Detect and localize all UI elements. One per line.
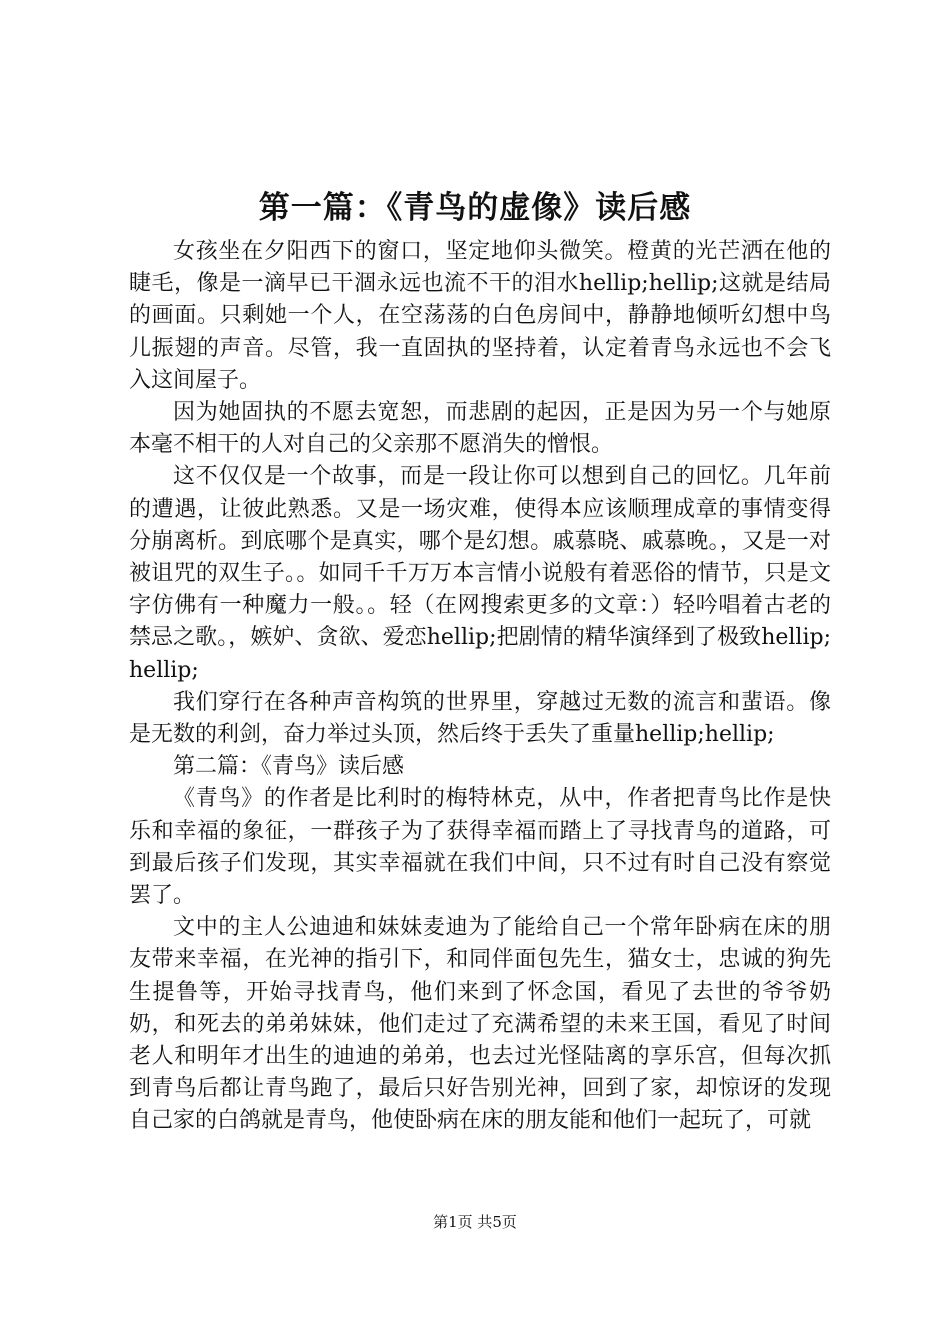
document-title: 第一篇：《青鸟的虚像》读后感 [258,190,692,226]
paragraph-6: 文中的主人公迪迪和妹妹麦迪为了能给自己一个常年卧病在床的朋友带来幸福，在光神的指引下，和同伴面包先生，猫女士，忠诚的狗先生提鲁等，开始寻找青鸟，他们来到了怀念国，看见了去世的爷爷奶奶，和死去的弟弟妹妹，他们走过了充满希望的未来王国，看见了时间老人和明年才出生的迪迪的弟弟，也去过光怪陆离的享乐宫，但每次抓到青鸟后都让青鸟跑了，最后只好告别光神，回到了家，却惊讶的发现自己家的白鸽就是青鸟，他使卧病在床的朋友能和他们一起玩了，可就 [129,915,831,1134]
section-heading-2: 第二篇：《青鸟》读后感 [173,754,405,780]
paragraph-3: 这不仅仅是一个故事，而是一段让你可以想到自己的回忆。几年前的遭遇，让彼此熟悉。又是一场灾难，使得本应该顺理成章的事情变得分崩离析。到底哪个是真实，哪个是幻想。戚慕晓、戚慕晚。，又是一对被诅咒的双生子。。如同千千万万本言情小说般有着恶俗的情节，只是文字仿佛有一种魔力一般。。轻（在网搜索更多的文章：）轻吟唱着古老的禁忌之歌。，嫉妒、贪欲、爱恋hellip;把剧情的精华演绎到了极致hellip;hellip; [129,464,831,683]
paragraph-5: 《青鸟》的作者是比利时的梅特林克，从中，作者把青鸟比作是快乐和幸福的象征，一群孩子为了获得幸福而踏上了寻找青鸟的道路，可到最后孩子们发现，其实幸福就在我们中间，只不过有时自己没有察觉罢了。 [129,786,831,909]
page-number-footer: 第1页 共5页 [433,1213,517,1231]
paragraph-2: 因为她固执的不愿去宽恕，而悲剧的起因，正是因为另一个与她原本毫不相干的人对自己的父亲那不愿消失的憎恨。 [129,400,831,458]
paragraph-1: 女孩坐在夕阳西下的窗口，坚定地仰头微笑。橙黄的光芒洒在他的睫毛，像是一滴早已干涸永远也流不干的泪水hellip;hellip;这就是结局的画面。只剩她一个人，在空荡荡的白色房间中，静静地倾听幻想中鸟儿振翅的声音。尽管，我一直固执的坚持着，认定着青鸟永远也不会飞入这间屋子。 [129,239,831,393]
document-body [129,236,831,1138]
paragraph-4: 我们穿行在各种声音构筑的世界里，穿越过无数的流言和蜚语。像是无数的利剑，奋力举过头顶，然后终于丢失了重量hellip;hellip; [129,689,831,748]
